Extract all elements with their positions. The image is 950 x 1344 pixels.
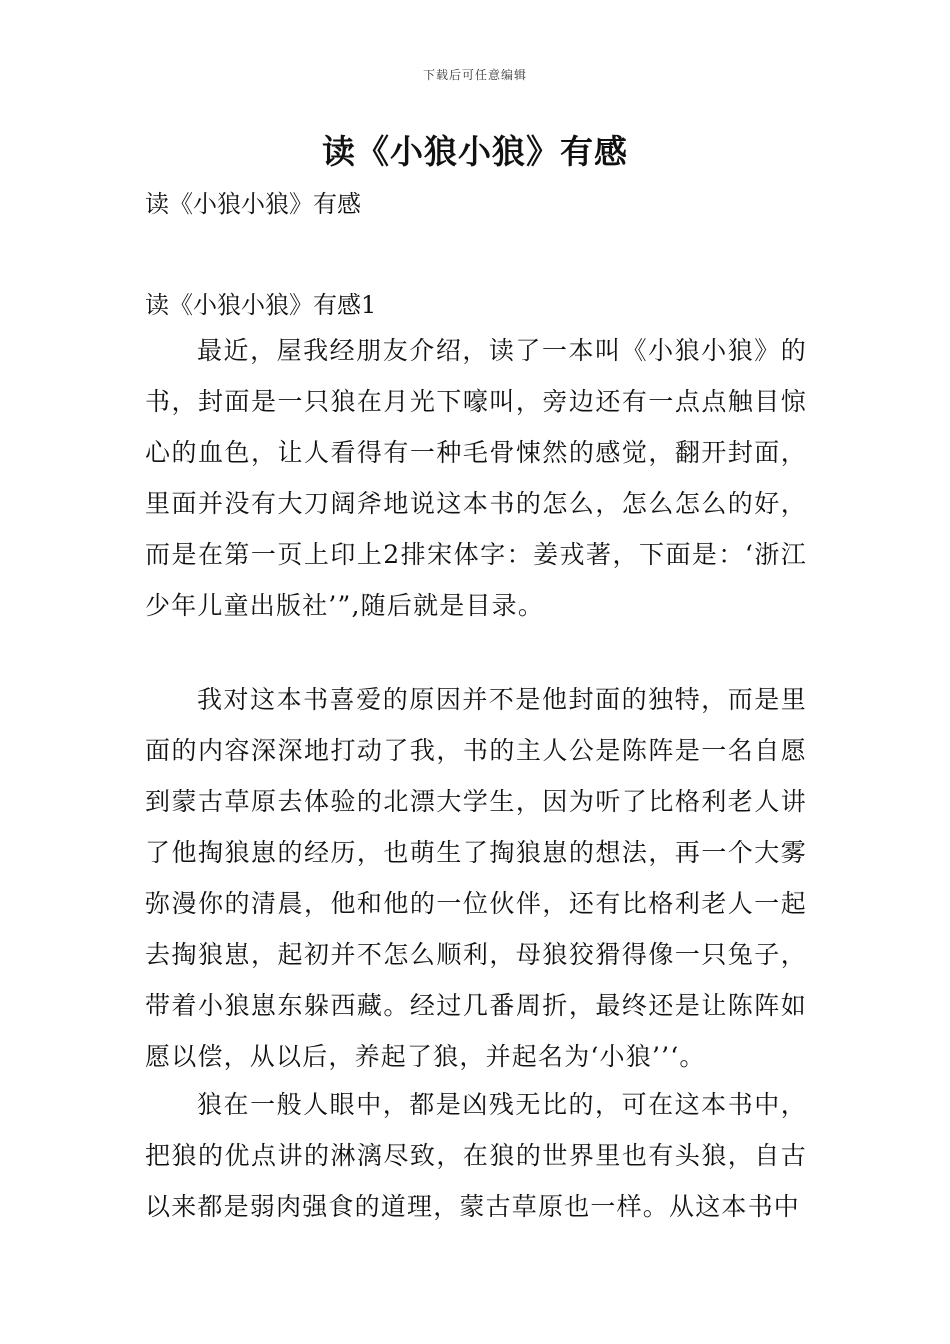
section-heading: 读《小狼小狼》有感1 [145,291,377,319]
body-paragraph-2: 我对这本书喜爱的原因并不是他封面的独特，而是里面的内容深深地打动了我，书的主人公是陈阵是一名自愿到蒙古草原去体验的北漂大学生，因为听了比格利老人讲了他掏狼崽的经历，也萌生了掏狼崽的想法，再一个大雾弥漫你的清晨，他和他的一位伙伴，还有比格利老人一起去掏狼崽，起初并不怎么顺利，母狼狡猾得像一只兔子，带着小狼崽东躲西藏。经过几番周折，最终还是让陈阵如愿以偿，从以后，养起了狼，并起名为‘小狼’’‘。 [145,685,807,1071]
body-paragraph-3: 狼在一般人眼中，都是凶残无比的，可在这本书中，把狼的优点讲的淋漓尽致，在狼的世界里也有头狼，自古以来都是弱肉强食的道理，蒙古草原也一样。从这本书中 [145,1090,807,1221]
document-subtitle: 读《小狼小狼》有感 [145,190,361,218]
document-title: 读《小狼小狼》有感 [322,132,628,171]
header-note: 下载后可任意编辑 [422,68,527,82]
body-paragraph-1: 最近，屋我经朋友介绍，读了一本叫《小狼小狼》的书，封面是一只狼在月光下嚎叫，旁边还有一点点触目惊心的血色，让人看得有一种毛骨悚然的感觉，翻开封面，里面并没有大刀阔斧地说这本书的怎么，怎么怎么的好，而是在第一页上印上2排宋体字：姜戎著，下面是：‘浙江少年儿童出版社’”,随后就是目录。 [145,336,807,620]
